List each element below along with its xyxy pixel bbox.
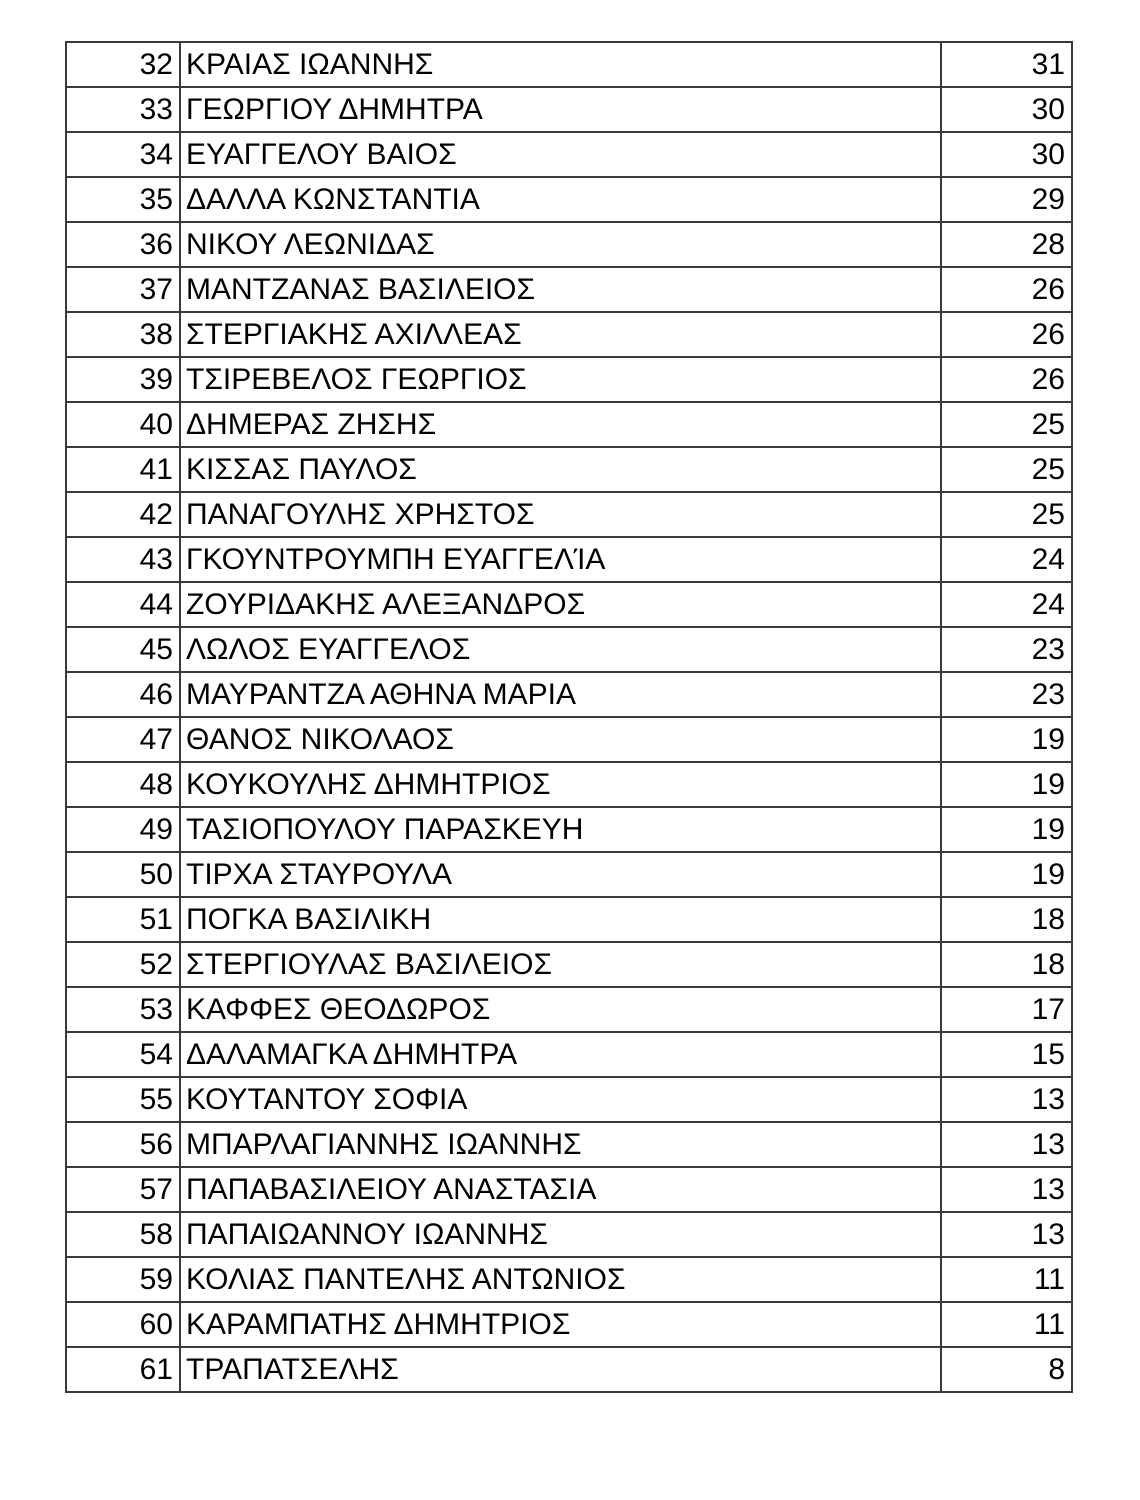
table-row xyxy=(66,1122,1072,1167)
table-row xyxy=(66,492,1072,537)
rank-number: 49 xyxy=(66,807,180,852)
table-row xyxy=(66,1302,1072,1347)
candidate-name: ΔΑΛΑΜΑΓΚΑ ΔΗΜΗΤΡΑ xyxy=(180,1032,941,1077)
table-row xyxy=(66,402,1072,447)
candidate-name: ΚΟΥΚΟΥΛΗΣ ΔΗΜΗΤΡΙΟΣ xyxy=(180,762,941,807)
table-row xyxy=(66,1212,1072,1257)
table-row xyxy=(66,987,1072,1032)
table-row xyxy=(66,627,1072,672)
candidate-name: ΤΑΣΙΟΠΟΥΛΟΥ ΠΑΡΑΣΚΕΥΗ xyxy=(180,807,941,852)
rank-number: 42 xyxy=(66,492,180,537)
table-row xyxy=(66,807,1072,852)
table-row xyxy=(66,1077,1072,1122)
rank-number: 44 xyxy=(66,582,180,627)
rank-number: 60 xyxy=(66,1302,180,1347)
candidate-name: ΠΑΝΑΓΟΥΛΗΣ ΧΡΗΣΤΟΣ xyxy=(180,492,941,537)
candidate-score: 18 xyxy=(941,897,1072,942)
table-row xyxy=(66,762,1072,807)
candidate-name: ΣΤΕΡΓΙΑΚΗΣ ΑΧΙΛΛΕΑΣ xyxy=(180,312,941,357)
candidate-name: ΤΣΙΡΕΒΕΛΟΣ ΓΕΩΡΓΙΟΣ xyxy=(180,357,941,402)
candidate-score: 25 xyxy=(941,447,1072,492)
candidate-score: 19 xyxy=(941,807,1072,852)
rank-number: 45 xyxy=(66,627,180,672)
table-row xyxy=(66,42,1072,87)
candidate-score: 31 xyxy=(941,42,1072,87)
candidate-score: 23 xyxy=(941,672,1072,717)
candidate-score: 25 xyxy=(941,402,1072,447)
candidate-score: 24 xyxy=(941,537,1072,582)
table-row xyxy=(66,222,1072,267)
candidate-name: ΠΑΠΑΙΩΑΝΝΟΥ ΙΩΑΝΝΗΣ xyxy=(180,1212,941,1257)
candidate-score: 13 xyxy=(941,1077,1072,1122)
candidate-name: ΓΚΟΥΝΤΡΟΥΜΠΗ ΕΥΑΓΓΕΛΊΑ xyxy=(180,537,941,582)
candidate-name: ΘΑΝΟΣ ΝΙΚΟΛΑΟΣ xyxy=(180,717,941,762)
rank-number: 53 xyxy=(66,987,180,1032)
rank-number: 48 xyxy=(66,762,180,807)
table-row xyxy=(66,267,1072,312)
candidate-score: 18 xyxy=(941,942,1072,987)
rank-number: 43 xyxy=(66,537,180,582)
rank-number: 47 xyxy=(66,717,180,762)
table-row xyxy=(66,672,1072,717)
rank-number: 38 xyxy=(66,312,180,357)
candidate-name: ΜΠΑΡΛΑΓΙΑΝΝΗΣ ΙΩΑΝΝΗΣ xyxy=(180,1122,941,1167)
table-row xyxy=(66,582,1072,627)
candidate-name: ΖΟΥΡΙΔΑΚΗΣ ΑΛΕΞΑΝΔΡΟΣ xyxy=(180,582,941,627)
rank-number: 57 xyxy=(66,1167,180,1212)
candidate-name: ΤΙΡΧΑ ΣΤΑΥΡΟΥΛΑ xyxy=(180,852,941,897)
table-row xyxy=(66,177,1072,222)
candidate-name: ΚΡΑΙΑΣ ΙΩΑΝΝΗΣ xyxy=(180,42,941,87)
rank-number: 39 xyxy=(66,357,180,402)
rank-number: 61 xyxy=(66,1347,180,1392)
candidate-name: ΜΑΝΤΖΑΝΑΣ ΒΑΣΙΛΕΙΟΣ xyxy=(180,267,941,312)
candidate-name: ΝΙΚΟΥ ΛΕΩΝΙΔΑΣ xyxy=(180,222,941,267)
table-row xyxy=(66,1257,1072,1302)
candidate-score: 8 xyxy=(941,1347,1072,1392)
candidate-score: 19 xyxy=(941,852,1072,897)
candidate-name: ΤΡΑΠΑΤΣΕΛΗΣ xyxy=(180,1347,941,1392)
rank-number: 58 xyxy=(66,1212,180,1257)
rank-number: 56 xyxy=(66,1122,180,1167)
candidate-name: ΠΟΓΚΑ ΒΑΣΙΛΙΚΗ xyxy=(180,897,941,942)
rank-number: 34 xyxy=(66,132,180,177)
candidate-score: 11 xyxy=(941,1257,1072,1302)
rank-number: 40 xyxy=(66,402,180,447)
candidate-name: ΔΗΜΕΡΑΣ ΖΗΣΗΣ xyxy=(180,402,941,447)
table-row xyxy=(66,897,1072,942)
candidate-score: 28 xyxy=(941,222,1072,267)
table-row xyxy=(66,312,1072,357)
candidate-name: ΔΑΛΛΑ ΚΩΝΣΤΑΝΤΙΑ xyxy=(180,177,941,222)
candidate-name: ΣΤΕΡΓΙΟΥΛΑΣ ΒΑΣΙΛΕΙΟΣ xyxy=(180,942,941,987)
candidate-score: 29 xyxy=(941,177,1072,222)
candidate-score: 11 xyxy=(941,1302,1072,1347)
candidate-name: ΠΑΠΑΒΑΣΙΛΕΙΟΥ ΑΝΑΣΤΑΣΙΑ xyxy=(180,1167,941,1212)
rank-number: 51 xyxy=(66,897,180,942)
candidate-score: 19 xyxy=(941,762,1072,807)
ranking-table xyxy=(65,41,1073,1393)
candidate-score: 15 xyxy=(941,1032,1072,1077)
rank-number: 35 xyxy=(66,177,180,222)
rank-number: 59 xyxy=(66,1257,180,1302)
candidate-name: ΚΑΦΦΕΣ ΘΕΟΔΩΡΟΣ xyxy=(180,987,941,1032)
candidate-name: ΜΑΥΡΑΝΤΖΑ ΑΘΗΝΑ ΜΑΡΙΑ xyxy=(180,672,941,717)
candidate-score: 25 xyxy=(941,492,1072,537)
rank-number: 54 xyxy=(66,1032,180,1077)
candidate-score: 26 xyxy=(941,357,1072,402)
candidate-name: ΚΟΥΤΑΝΤΟΥ ΣΟΦΙΑ xyxy=(180,1077,941,1122)
candidate-score: 19 xyxy=(941,717,1072,762)
table-row xyxy=(66,942,1072,987)
rank-number: 55 xyxy=(66,1077,180,1122)
candidate-name: ΕΥΑΓΓΕΛΟΥ ΒΑΙΟΣ xyxy=(180,132,941,177)
candidate-name: ΓΕΩΡΓΙΟΥ ΔΗΜΗΤΡΑ xyxy=(180,87,941,132)
rank-number: 36 xyxy=(66,222,180,267)
rank-number: 37 xyxy=(66,267,180,312)
rank-number: 33 xyxy=(66,87,180,132)
candidate-score: 23 xyxy=(941,627,1072,672)
candidate-name: ΚΙΣΣΑΣ ΠΑΥΛΟΣ xyxy=(180,447,941,492)
rank-number: 52 xyxy=(66,942,180,987)
table-row xyxy=(66,357,1072,402)
candidate-score: 26 xyxy=(941,267,1072,312)
candidate-score: 13 xyxy=(941,1212,1072,1257)
table-row xyxy=(66,132,1072,177)
candidate-name: ΚΑΡΑΜΠΑΤΗΣ ΔΗΜΗΤΡΙΟΣ xyxy=(180,1302,941,1347)
ranking-table-body xyxy=(66,42,1072,1392)
rank-number: 46 xyxy=(66,672,180,717)
table-row xyxy=(66,1167,1072,1212)
rank-number: 41 xyxy=(66,447,180,492)
candidate-name: ΚΟΛΙΑΣ ΠΑΝΤΕΛΗΣ ΑΝΤΩΝΙΟΣ xyxy=(180,1257,941,1302)
table-row xyxy=(66,1347,1072,1392)
candidate-score: 17 xyxy=(941,987,1072,1032)
candidate-score: 13 xyxy=(941,1167,1072,1212)
candidate-score: 26 xyxy=(941,312,1072,357)
rank-number: 50 xyxy=(66,852,180,897)
table-row xyxy=(66,852,1072,897)
candidate-score: 24 xyxy=(941,582,1072,627)
table-row xyxy=(66,87,1072,132)
candidate-name: ΛΩΛΟΣ ΕΥΑΓΓΕΛΟΣ xyxy=(180,627,941,672)
table-row xyxy=(66,447,1072,492)
candidate-score: 30 xyxy=(941,132,1072,177)
table-row xyxy=(66,1032,1072,1077)
candidate-score: 30 xyxy=(941,87,1072,132)
candidate-score: 13 xyxy=(941,1122,1072,1167)
table-row xyxy=(66,717,1072,762)
rank-number: 32 xyxy=(66,42,180,87)
results-sheet xyxy=(65,41,1073,1393)
table-row xyxy=(66,537,1072,582)
